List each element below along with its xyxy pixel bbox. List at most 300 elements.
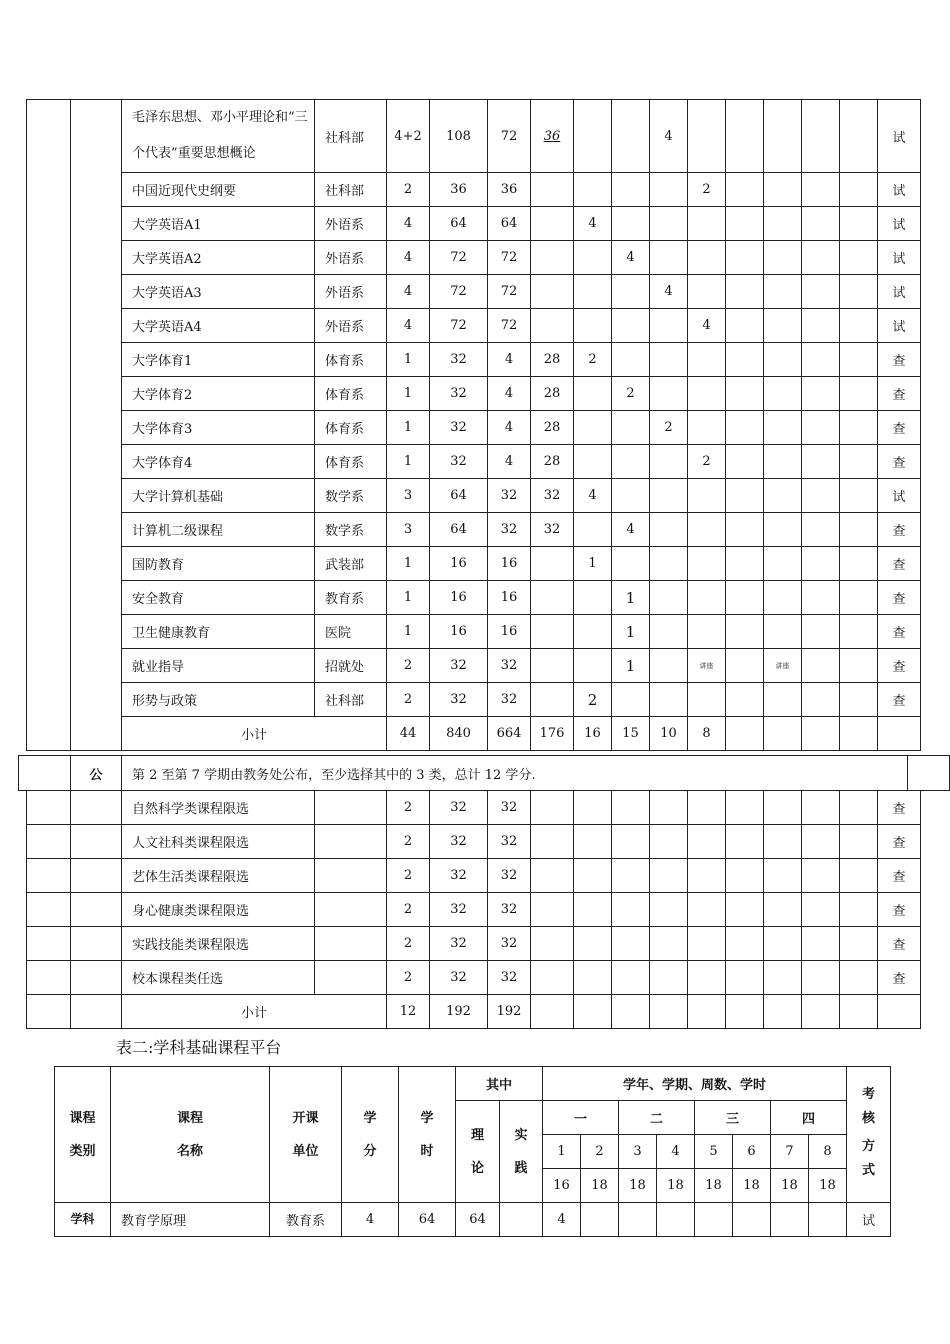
subtotal-s3: 10 bbox=[650, 717, 688, 751]
semester-1-hours: 4 bbox=[574, 207, 612, 241]
header-course: 课程 名称 bbox=[111, 1067, 270, 1203]
table-row bbox=[27, 615, 921, 649]
semester-8-hours bbox=[840, 343, 878, 377]
semester-4-hours bbox=[688, 411, 726, 445]
course-name: 大学体育1 bbox=[122, 343, 315, 377]
table-row bbox=[27, 927, 921, 961]
semester-4-hours bbox=[688, 581, 726, 615]
weeks-term-8: 18 bbox=[809, 1169, 847, 1203]
public-label: 公 bbox=[71, 756, 122, 791]
course-theory: 64 bbox=[456, 1203, 500, 1237]
course-credit: 4 bbox=[342, 1203, 399, 1237]
semester-1-hours bbox=[574, 581, 612, 615]
semester-8-hours bbox=[840, 615, 878, 649]
weeks-term-2: 18 bbox=[581, 1169, 619, 1203]
semester-5-hours bbox=[726, 173, 764, 207]
course-credit: 4+2 bbox=[387, 100, 430, 173]
exam-type: 查 bbox=[878, 893, 921, 927]
course-credit: 1 bbox=[387, 547, 430, 581]
subtotal-credit: 44 bbox=[387, 717, 430, 751]
course-dept: 社科部 bbox=[315, 173, 387, 207]
semester-2-hours bbox=[612, 479, 650, 513]
semester-8-hours bbox=[840, 309, 878, 343]
course-hours: 16 bbox=[430, 615, 488, 649]
semester-1-hours bbox=[574, 275, 612, 309]
course-theory: 72 bbox=[488, 309, 531, 343]
semester-6-hours bbox=[764, 683, 802, 717]
semester-3-hours: 4 bbox=[650, 100, 688, 173]
course-hours: 32 bbox=[430, 683, 488, 717]
exam-type: 查 bbox=[878, 927, 921, 961]
course-credit: 2 bbox=[387, 683, 430, 717]
subtotal-hours: 840 bbox=[430, 717, 488, 751]
semester-6-hours bbox=[764, 513, 802, 547]
semester-3-hours bbox=[650, 615, 688, 649]
course-name: 大学英语A3 bbox=[122, 275, 315, 309]
semester-4-hours bbox=[688, 479, 726, 513]
course-name: 大学体育3 bbox=[122, 411, 315, 445]
semester-2-hours bbox=[612, 173, 650, 207]
semester-7-hours bbox=[802, 445, 840, 479]
exam-type: 查 bbox=[878, 615, 921, 649]
semester-4-hours: 讲座 bbox=[688, 649, 726, 683]
course-theory: 4 bbox=[488, 377, 531, 411]
course-practice bbox=[531, 615, 574, 649]
course-theory: 32 bbox=[488, 513, 531, 547]
subtotal-row bbox=[27, 717, 921, 751]
exam-type: 查 bbox=[878, 581, 921, 615]
semester-7-hours bbox=[802, 581, 840, 615]
weeks-term-6: 18 bbox=[733, 1169, 771, 1203]
year-2: 二 bbox=[619, 1101, 695, 1135]
course-name: 大学英语A2 bbox=[122, 241, 315, 275]
weeks-term-1: 16 bbox=[543, 1169, 581, 1203]
semester-8-hours bbox=[840, 411, 878, 445]
course-theory: 32 bbox=[488, 791, 531, 825]
course-dept: 教育系 bbox=[270, 1203, 342, 1237]
header-theory: 理 论 bbox=[456, 1101, 500, 1203]
course-theory: 32 bbox=[488, 683, 531, 717]
semester-6-hours bbox=[764, 100, 802, 173]
semester-5-hours bbox=[726, 411, 764, 445]
header-exam: 考 核 方 式 bbox=[847, 1067, 891, 1203]
course-name: 大学体育4 bbox=[122, 445, 315, 479]
course-hours: 32 bbox=[430, 445, 488, 479]
semester-2-hours bbox=[612, 343, 650, 377]
semester-2-hours: 4 bbox=[612, 513, 650, 547]
semester-3-hours bbox=[650, 683, 688, 717]
semester-6-hours bbox=[764, 241, 802, 275]
course-name: 人文社科类课程限选 bbox=[122, 825, 315, 859]
semester-2-hours bbox=[612, 411, 650, 445]
course-credit: 2 bbox=[387, 791, 430, 825]
semester-3-hours bbox=[650, 343, 688, 377]
semester-2-hours: 1 bbox=[612, 615, 650, 649]
subtotal-practice: 176 bbox=[531, 717, 574, 751]
semester-1-hours bbox=[574, 377, 612, 411]
header-hours: 学 时 bbox=[399, 1067, 456, 1203]
header-practice: 实 践 bbox=[500, 1101, 543, 1203]
semester-8-hours bbox=[840, 275, 878, 309]
course-hours: 32 bbox=[430, 377, 488, 411]
course-practice bbox=[531, 241, 574, 275]
semester-5-hours bbox=[726, 241, 764, 275]
course-credit: 1 bbox=[387, 411, 430, 445]
table-row bbox=[27, 377, 921, 411]
course-credit: 4 bbox=[387, 241, 430, 275]
course-hours: 32 bbox=[430, 825, 488, 859]
semester-3-hours bbox=[650, 377, 688, 411]
semester-2-hours: 1 bbox=[612, 649, 650, 683]
course-name: 艺体生活类课程限选 bbox=[122, 859, 315, 893]
course-practice: 32 bbox=[531, 479, 574, 513]
exam-type: 查 bbox=[878, 825, 921, 859]
semester-5-hours bbox=[726, 513, 764, 547]
course-theory: 16 bbox=[488, 581, 531, 615]
semester-3-hours bbox=[650, 479, 688, 513]
semester-4-hours bbox=[688, 547, 726, 581]
course-dept: 外语系 bbox=[315, 207, 387, 241]
exam-type: 查 bbox=[878, 513, 921, 547]
course-name: 教育学原理 bbox=[111, 1203, 270, 1237]
course-credit: 1 bbox=[387, 445, 430, 479]
course-theory: 36 bbox=[488, 173, 531, 207]
course-name: 自然科学类课程限选 bbox=[122, 791, 315, 825]
course-practice: 32 bbox=[531, 513, 574, 547]
course-theory: 4 bbox=[488, 445, 531, 479]
course-theory: 4 bbox=[488, 343, 531, 377]
course-practice: 28 bbox=[531, 411, 574, 445]
semester-1-hours bbox=[574, 649, 612, 683]
course-name: 大学体育2 bbox=[122, 377, 315, 411]
semester-1-hours bbox=[574, 241, 612, 275]
semester-3-hours bbox=[650, 547, 688, 581]
course-name: 身心健康类课程限选 bbox=[122, 893, 315, 927]
semester-5-hours bbox=[726, 309, 764, 343]
course-dept: 体育系 bbox=[315, 343, 387, 377]
semester-1-hours bbox=[574, 309, 612, 343]
public-elective-row bbox=[18, 755, 950, 791]
semester-1-hours bbox=[574, 615, 612, 649]
semester-7-hours bbox=[802, 207, 840, 241]
semester-7-hours bbox=[802, 547, 840, 581]
weeks-term-5: 18 bbox=[695, 1169, 733, 1203]
semester-1-hours bbox=[574, 411, 612, 445]
course-name: 大学英语A1 bbox=[122, 207, 315, 241]
course-credit: 2 bbox=[387, 859, 430, 893]
elective-course-table bbox=[26, 790, 921, 1029]
semester-7-hours bbox=[802, 683, 840, 717]
semester-2-hours: 4 bbox=[612, 241, 650, 275]
year-4: 四 bbox=[771, 1101, 847, 1135]
course-credit: 4 bbox=[387, 207, 430, 241]
semester-5-hours bbox=[726, 479, 764, 513]
course-theory: 72 bbox=[488, 100, 531, 173]
semester-3-hours: 4 bbox=[650, 275, 688, 309]
semester-1-hours: 2 bbox=[574, 683, 612, 717]
course-hours: 64 bbox=[399, 1203, 456, 1237]
course-practice: 28 bbox=[531, 445, 574, 479]
semester-1-hours bbox=[574, 513, 612, 547]
course-practice: 28 bbox=[531, 343, 574, 377]
semester-2-hours bbox=[612, 547, 650, 581]
table-row bbox=[27, 893, 921, 927]
table-row bbox=[27, 547, 921, 581]
subtotal-theory: 664 bbox=[488, 717, 531, 751]
semester-4-hours bbox=[688, 683, 726, 717]
course-hours: 32 bbox=[430, 927, 488, 961]
course-credit: 1 bbox=[387, 581, 430, 615]
table-row bbox=[27, 411, 921, 445]
course-name: 校本课程类任选 bbox=[122, 961, 315, 995]
semester-2-hours bbox=[612, 100, 650, 173]
course-name: 国防教育 bbox=[122, 547, 315, 581]
subtotal-label: 小计 bbox=[122, 717, 387, 751]
exam-type: 查 bbox=[878, 791, 921, 825]
semester-3-hours bbox=[650, 309, 688, 343]
header-schedule: 学年、学期、周数、学时 bbox=[543, 1067, 847, 1101]
semester-4-hours bbox=[688, 343, 726, 377]
semester-6-hours bbox=[764, 445, 802, 479]
exam-type: 查 bbox=[878, 683, 921, 717]
subtotal-s2: 15 bbox=[612, 717, 650, 751]
exam-type: 试 bbox=[878, 309, 921, 343]
semester-2-hours bbox=[612, 207, 650, 241]
course-hours: 64 bbox=[430, 479, 488, 513]
semester-6-hours bbox=[764, 411, 802, 445]
semester-6-hours bbox=[764, 207, 802, 241]
semester-7-hours bbox=[802, 241, 840, 275]
table-row bbox=[27, 683, 921, 717]
semester-4-hours bbox=[688, 513, 726, 547]
weeks-term-4: 18 bbox=[657, 1169, 695, 1203]
course-credit: 2 bbox=[387, 825, 430, 859]
exam-type: 查 bbox=[878, 649, 921, 683]
semester-5-hours bbox=[726, 275, 764, 309]
semester-6-hours bbox=[764, 615, 802, 649]
subtotal-row bbox=[27, 995, 921, 1029]
semester-6-hours bbox=[764, 275, 802, 309]
semester-8-hours bbox=[840, 683, 878, 717]
course-theory: 32 bbox=[488, 825, 531, 859]
table-row bbox=[27, 100, 921, 173]
course-hours: 64 bbox=[430, 513, 488, 547]
course-hours: 32 bbox=[430, 649, 488, 683]
semester-3-hours bbox=[650, 649, 688, 683]
semester-5-hours bbox=[726, 683, 764, 717]
subtotal-label: 小计 bbox=[122, 995, 387, 1029]
course-dept: 医院 bbox=[315, 615, 387, 649]
exam-type: 试 bbox=[878, 173, 921, 207]
semester-8-hours bbox=[840, 581, 878, 615]
course-hours: 16 bbox=[430, 547, 488, 581]
discipline-course-table bbox=[54, 1066, 891, 1237]
semester-7-hours bbox=[802, 411, 840, 445]
term-7: 7 bbox=[771, 1135, 809, 1169]
term-4: 4 bbox=[657, 1135, 695, 1169]
general-course-table bbox=[26, 99, 921, 751]
course-dept: 外语系 bbox=[315, 309, 387, 343]
course-practice: 28 bbox=[531, 377, 574, 411]
semester-1-hours: 1 bbox=[574, 547, 612, 581]
semester-2-hours bbox=[612, 683, 650, 717]
semester-5-hours bbox=[726, 649, 764, 683]
semester-6-hours bbox=[764, 547, 802, 581]
course-dept: 招就处 bbox=[315, 649, 387, 683]
table-row bbox=[27, 791, 921, 825]
exam-type: 试 bbox=[878, 100, 921, 173]
course-credit: 1 bbox=[387, 615, 430, 649]
course-theory: 72 bbox=[488, 275, 531, 309]
course-theory: 32 bbox=[488, 961, 531, 995]
course-name: 大学计算机基础 bbox=[122, 479, 315, 513]
course-hours: 32 bbox=[430, 343, 488, 377]
course-credit: 2 bbox=[387, 893, 430, 927]
exam-type: 查 bbox=[878, 961, 921, 995]
course-theory: 32 bbox=[488, 927, 531, 961]
semester-5-hours bbox=[726, 207, 764, 241]
semester-1-hours: 2 bbox=[574, 343, 612, 377]
table-row bbox=[27, 581, 921, 615]
semester-5-hours bbox=[726, 100, 764, 173]
semester-3-hours bbox=[650, 241, 688, 275]
semester-4-hours bbox=[688, 377, 726, 411]
semester-3-hours bbox=[650, 513, 688, 547]
semester-6-hours bbox=[764, 309, 802, 343]
exam-type: 查 bbox=[878, 547, 921, 581]
header-dept: 开课 单位 bbox=[270, 1067, 342, 1203]
semester-6-hours bbox=[764, 173, 802, 207]
public-note: 第 2 至第 7 学期由教务处公布，至少选择其中的 3 类，总计 12 学分. bbox=[122, 756, 908, 791]
semester-3-hours bbox=[650, 207, 688, 241]
semester-8-hours bbox=[840, 241, 878, 275]
semester-1-hours bbox=[574, 445, 612, 479]
course-practice: 36 bbox=[531, 100, 574, 173]
semester-3-hours bbox=[650, 445, 688, 479]
course-credit: 3 bbox=[387, 513, 430, 547]
semester-8-hours bbox=[840, 207, 878, 241]
course-hours: 72 bbox=[430, 309, 488, 343]
semester-7-hours bbox=[802, 513, 840, 547]
semester-8-hours bbox=[840, 649, 878, 683]
semester-8-hours bbox=[840, 173, 878, 207]
semester-4-hours: 2 bbox=[688, 173, 726, 207]
table-row bbox=[27, 649, 921, 683]
semester-2-hours bbox=[612, 309, 650, 343]
term-6: 6 bbox=[733, 1135, 771, 1169]
semester-1-hours bbox=[574, 173, 612, 207]
exam-type: 查 bbox=[878, 343, 921, 377]
course-practice bbox=[531, 173, 574, 207]
course-hours: 32 bbox=[430, 893, 488, 927]
semester-6-hours bbox=[764, 581, 802, 615]
header-of-which: 其中 bbox=[456, 1067, 543, 1101]
course-theory: 64 bbox=[488, 207, 531, 241]
course-credit: 1 bbox=[387, 343, 430, 377]
course-dept: 数学系 bbox=[315, 513, 387, 547]
course-name: 卫生健康教育 bbox=[122, 615, 315, 649]
exam-type: 查 bbox=[878, 859, 921, 893]
semester-5-hours bbox=[726, 581, 764, 615]
term-2: 2 bbox=[581, 1135, 619, 1169]
course-dept: 外语系 bbox=[315, 241, 387, 275]
category-cell: 学科 bbox=[55, 1203, 111, 1237]
course-name: 中国近现代史纲要 bbox=[122, 173, 315, 207]
course-credit: 2 bbox=[387, 649, 430, 683]
course-theory: 4 bbox=[488, 411, 531, 445]
year-3: 三 bbox=[695, 1101, 771, 1135]
course-dept: 数学系 bbox=[315, 479, 387, 513]
semester-2-hours bbox=[612, 275, 650, 309]
course-practice bbox=[531, 547, 574, 581]
course-credit: 2 bbox=[387, 927, 430, 961]
table-row bbox=[27, 825, 921, 859]
subtotal-hours: 192 bbox=[430, 995, 488, 1029]
semester-6-hours bbox=[764, 377, 802, 411]
semester-8-hours bbox=[840, 547, 878, 581]
semester-4-hours bbox=[688, 207, 726, 241]
table-row bbox=[27, 207, 921, 241]
course-practice bbox=[531, 683, 574, 717]
semester-3-hours: 2 bbox=[650, 411, 688, 445]
term-1: 1 bbox=[543, 1135, 581, 1169]
semester-7-hours bbox=[802, 309, 840, 343]
exam-type: 试 bbox=[878, 207, 921, 241]
exam-type: 试 bbox=[878, 241, 921, 275]
semester-3-hours bbox=[650, 581, 688, 615]
course-practice bbox=[531, 309, 574, 343]
exam-type: 查 bbox=[878, 411, 921, 445]
course-theory: 72 bbox=[488, 241, 531, 275]
course-hours: 64 bbox=[430, 207, 488, 241]
course-hours: 16 bbox=[430, 581, 488, 615]
semester-4-hours bbox=[688, 275, 726, 309]
semester-8-hours bbox=[840, 445, 878, 479]
table-row bbox=[27, 859, 921, 893]
semester-2-hours: 2 bbox=[612, 377, 650, 411]
semester-8-hours bbox=[840, 100, 878, 173]
table-row bbox=[27, 479, 921, 513]
course-hours: 72 bbox=[430, 275, 488, 309]
semester-6-hours: 讲座 bbox=[764, 649, 802, 683]
course-practice bbox=[531, 275, 574, 309]
course-dept: 教育系 bbox=[315, 581, 387, 615]
course-dept: 体育系 bbox=[315, 377, 387, 411]
course-hours: 32 bbox=[430, 411, 488, 445]
semester-2-hours: 1 bbox=[612, 581, 650, 615]
semester-2-hours bbox=[612, 445, 650, 479]
subtotal-s4: 8 bbox=[688, 717, 726, 751]
course-name: 就业指导 bbox=[122, 649, 315, 683]
course-dept: 体育系 bbox=[315, 411, 387, 445]
table-row bbox=[27, 343, 921, 377]
course-exam: 试 bbox=[847, 1203, 891, 1237]
table-row bbox=[27, 513, 921, 547]
semester-6-hours bbox=[764, 479, 802, 513]
weeks-term-7: 18 bbox=[771, 1169, 809, 1203]
subtotal-credit: 12 bbox=[387, 995, 430, 1029]
weeks-term-3: 18 bbox=[619, 1169, 657, 1203]
course-hours: 108 bbox=[430, 100, 488, 173]
exam-type: 试 bbox=[878, 275, 921, 309]
semester-1-hours: 4 bbox=[574, 479, 612, 513]
course-credit: 2 bbox=[387, 173, 430, 207]
term-5: 5 bbox=[695, 1135, 733, 1169]
course-hours: 72 bbox=[430, 241, 488, 275]
course-dept: 社科部 bbox=[315, 683, 387, 717]
table-row bbox=[27, 309, 921, 343]
course-hours: 36 bbox=[430, 173, 488, 207]
